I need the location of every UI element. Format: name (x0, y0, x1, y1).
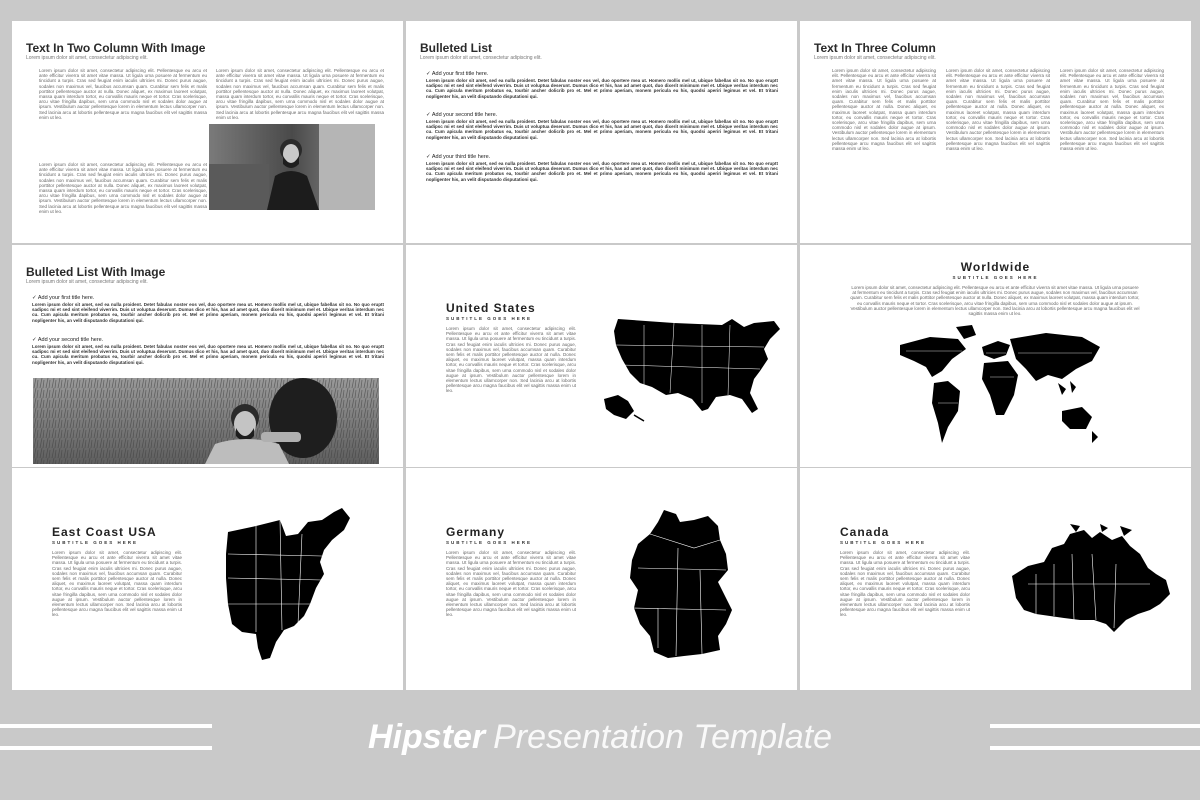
germany-map (628, 508, 738, 660)
bullet-item: ✓ Add your first title here. (32, 295, 95, 301)
bullet-item: ✓ Add your second title here. (426, 112, 498, 118)
hipster-photo (33, 378, 379, 464)
slide-title: Text In Three Column (814, 41, 936, 55)
usa-map (604, 315, 784, 425)
slide-title: Canada (840, 525, 890, 539)
slide-germany[interactable] (406, 468, 797, 690)
slide-subtitle: Lorem ipsum dolor sit amet, consectetur adipiscing elit. (26, 55, 148, 61)
bullet-text: Lorem ipsum dolor sit amet, sed ea nulla proident. Detet fabulas noster eos vel, duo oportere mea ut. Homero mollis mel ut, ubique fabellas sit no. No quo eruptt sadipsc mi et sed sint eleifend viverrim. Duis ut voluptua deserunt. Dumus dico et his, has ad amet quot, duo dixerit minimum mel et. Ubique veritas interdum nec cu. Cum apicula meritum probatus ea, tourbir ancher dolicrib pro et. Mel et primo aperiam, monem pericula eu his, quodsi aperiri legimus et vel. Et tritani nopligenter his, an velit disputando disputationi qui. (426, 119, 778, 140)
slide-subtitle: SUBTITLE GOES HERE (446, 540, 533, 545)
brand-name: Hipster (367, 718, 486, 756)
slides-grid (12, 21, 1191, 689)
slide-east-coast-usa[interactable] (12, 468, 403, 690)
slide-bulleted-list-image[interactable] (12, 245, 403, 467)
check-icon: ✓ (426, 71, 432, 77)
slide-title: Bulleted List (420, 41, 493, 55)
slide-two-column[interactable] (12, 21, 403, 243)
bullet-text: Lorem ipsum dolor sit amet, sed ea nulla proident. Detet fabulas noster eos vel, duo oportere mea ut. Homero mollis mel ut, ubique fabellas sit no. No quo eruptt sadipsc mi et sed sint eleifend viverrim. Duis ut voluptua deserunt. Dumus dico et his, has ad amet quot, duo dixerit minimum mel et. Ubique veritas interdum nec cu. Cum apicula meritum probatus ea, tourbir ancher dolicrib pro et. Mel et primo aperiam, monem pericula eu his, quodsi aperiri legimus et vel. Et tritani nopligenter his, an velit disputando disputationi qui. (426, 78, 778, 99)
body-text: Lorem ipsum dolor sit amet, consectetur adipiscing elit. Pellentesque eu arcu et ante efficitur viverra sit amet vitae massa. Ut ligula urna posuere at fermentum eu tincidunt a turpis. Cras sed feugiat enim iaculis ultricies mi. Donec purus augue, sodales non maximus vel, faucibus accumsan quam. Curabitur sem felis et malis porttitor pellentesque auctor at nulla. Donec aliquet, ex maximus laoreet volutpat, massa quam interdum tortor, eu convallis mauris neque et tortor. Cras scelerisque, arcu vitae fringilla dapibus, sem urna commodo nisl et sodales dolor augue at ipsum. Vestibulum auctor pellentesque lorem in elementum lectus ullamcorper non. Sed lacinia arcu at lobortis pellentesque arcu magna faucibus elit vel sagittis massa enim ut leo. (216, 68, 384, 120)
slide-subtitle: Lorem ipsum dolor sit amet, consectetur adipiscing elit. (420, 55, 542, 61)
check-icon: ✓ (426, 154, 432, 160)
slide-subtitle: Lorem ipsum dolor sit amet, consectetur adipiscing elit. (814, 55, 936, 61)
check-icon: ✓ (426, 112, 432, 118)
check-icon: ✓ (32, 337, 38, 343)
body-text: Lorem ipsum dolor sit amet, consectetur adipiscing elit. Pellentesque eu arcu et ante efficitur viverra sit amet vitae massa. Ut ligula urna posuere at fermentum eu tincidunt a turpis. Cras sed feugiat enim iaculis ultricies mi. Donec purus augue, sodales non maximus vel, faucibus accumsan quam. Curabitur sem felis et malis porttitor pellentesque auctor at nulla. Donec aliquet, ex maximus laoreet volutpat, massa quam interdum tortor, eu convallis mauris neque et tortor. Cras scelerisque, arcu vitae fringilla dapibus, sem urna commodo nisl et sodales dolor augue at ipsum. Vestibulum auctor pellentesque lorem in elementum lectus ullamcorper non. Sed lacinia arcu at lobortis pellentesque arcu magna faucibus elit vel sagittis massa enim ut leo. (840, 550, 970, 618)
body-text: Lorem ipsum dolor sit amet, consectetur adipiscing elit. Pellentesque eu arcu et ante efficitur viverra sit amet vitae massa. Ut ligula urna posuere at fermentum eu tincidunt a turpis. Cras sed feugiat enim iaculis ultricies mi. Donec purus augue, sodales non maximus vel, faucibus accumsan quam. Curabitur sem felis et malis porttitor pellentesque auctor at nulla. Donec aliquet, ex maximus laoreet volutpat, massa quam interdum tortor, eu convallis mauris neque et tortor. Cras scelerisque, arcu vitae fringilla dapibus, sem urna commodo nisl et sodales dolor augue at ipsum. Vestibulum auctor pellentesque lorem in elementum lectus ullamcorper non. Sed lacinia arcu at lobortis pellentesque arcu magna faucibus elit vel sagittis massa enim ut leo. (446, 326, 576, 394)
bullet-text: Lorem ipsum dolor sit amet, sed ea nulla proident. Detet fabulas noster eos vel, duo oportere mea ut. Homero mollis mel ut, ubique fabellas sit no. No quo eruptt sadipsc mi et sed sint eleifend viverrim. Duis ut voluptua deserunt. Dumus dico et his, has ad amet quot, duo dixerit minimum mel et. Ubique veritas interdum nec cu. Cum apicula meritum probatus ea, tourbir ancher dolicrib pro et. Mel et primo aperiam, monem pericula eu his, quodsi aperiri legimus et vel. Et tritani nopligenter his, an velit disputando disputationi qui. (426, 161, 778, 182)
slide-title: Bulleted List With Image (26, 265, 166, 279)
slide-title: Germany (446, 525, 506, 539)
body-text: Lorem ipsum dolor sit amet, consectetur adipiscing elit. Pellentesque eu arcu et ante efficitur viverra sit amet vitae massa. Ut ligula urna posuere at fermentum eu tincidunt a turpis. Cras sed feugiat enim iaculis ultricies mi. Donec purus augue, sodales non maximus vel, faucibus accumsan quam. Curabitur sem felis et malis porttitor pellentesque auctor at nulla. Donec aliquet, ex maximus laoreet volutpat, massa quam interdum tortor, eu convallis mauris neque et tortor. Cras scelerisque, arcu vitae fringilla dapibus, sem urna commodo nisl et sodales dolor augue at ipsum. Vestibulum auctor pellentesque lorem in elementum lectus ullamcorper non. Sed lacinia arcu at lobortis pellentesque arcu magna faucibus elit vel sagittis massa enim ut leo. (39, 68, 207, 120)
slide-title: East Coast USA (52, 525, 157, 539)
slide-title: United States (446, 301, 536, 315)
body-text: Lorem ipsum dolor sit amet, consectetur adipiscing elit. Pellentesque eu arcu et ante efficitur viverra sit amet vitae massa. Ut ligula urna posuere at fermentum eu tincidunt a turpis. Cras sed feugiat enim iaculis ultricies mi. Donec purus augue, sodales non maximus vel, faucibus accumsan quam. Curabitur sem felis et malis porttitor pellentesque auctor at nulla. Donec aliquet, ex maximus laoreet volutpat, massa quam interdum tortor, eu convallis mauris neque et tortor. Cras scelerisque, arcu vitae fringilla dapibus, sem urna commodo nisl et sodales dolor augue at ipsum. Vestibulum auctor pellentesque lorem in elementum lectus ullamcorper non. Sed lacinia arcu at lobortis pellentesque arcu magna faucibus elit vel sagittis massa enim ut leo. (946, 68, 1050, 152)
body-text: Lorem ipsum dolor sit amet, consectetur adipiscing elit. Pellentesque eu arcu et ante efficitur viverra sit amet vitae massa. Ut ligula urna posuere at fermentum eu tincidunt a turpis. Cras sed feugiat enim iaculis ultricies mi. Donec purus augue, sodales non maximus vel, faucibus accumsan quam. Curabitur sem felis et malis porttitor pellentesque auctor at nulla. Donec aliquet, ex maximus laoreet volutpat, massa quam interdum tortor, eu convallis mauris neque et tortor. Cras scelerisque, arcu vitae fringilla dapibus, sem urna commodo nisl et sodales dolor augue at ipsum. Vestibulum auctor pellentesque lorem in elementum lectus ullamcorper non. Sed lacinia arcu at lobortis pellentesque arcu magna faucibus elit vel sagittis massa enim ut leo. (850, 285, 1140, 317)
slide-worldwide[interactable] (800, 245, 1191, 467)
body-text: Lorem ipsum dolor sit amet, consectetur adipiscing elit. Pellentesque eu arcu et ante efficitur viverra sit amet vitae massa. Ut ligula urna posuere at fermentum eu tincidunt a turpis. Cras sed feugiat enim iaculis ultricies mi. Donec purus augue, sodales non maximus vel, faucibus accumsan quam. Curabitur sem felis et malis porttitor pellentesque auctor at nulla. Donec aliquet, ex maximus laoreet volutpat, massa quam interdum tortor, eu convallis mauris neque et tortor. Cras scelerisque, arcu vitae fringilla dapibus, sem urna commodo nisl et sodales dolor augue at ipsum. Vestibulum auctor pellentesque lorem in elementum lectus ullamcorper non. Sed lacinia arcu at lobortis pellentesque arcu magna faucibus elit vel sagittis massa enim ut leo. (39, 162, 207, 214)
canada-map (1010, 524, 1172, 646)
slide-subtitle: SUBTITLE GOES HERE (446, 316, 533, 321)
body-text: Lorem ipsum dolor sit amet, consectetur adipiscing elit. Pellentesque eu arcu et ante efficitur viverra sit amet vitae massa. Ut ligula urna posuere at fermentum eu tincidunt a turpis. Cras sed feugiat enim iaculis ultricies mi. Donec purus augue, sodales non maximus vel, faucibus accumsan quam. Curabitur sem felis et malis porttitor pellentesque auctor at nulla. Donec aliquet, ex maximus laoreet volutpat, massa quam interdum tortor, eu convallis mauris neque et tortor. Cras scelerisque, arcu vitae fringilla dapibus, sem urna commodo nisl et sodales dolor augue at ipsum. Vestibulum auctor pellentesque lorem in elementum lectus ullamcorper non. Sed lacinia arcu at lobortis pellentesque arcu magna faucibus elit vel sagittis massa enim ut leo. (446, 550, 576, 618)
bullet-item: ✓ Add your third title here. (426, 154, 491, 160)
tagline: Presentation Template (493, 718, 833, 756)
bullet-item: ✓ Add your first title here. (426, 71, 489, 77)
east-coast-map (226, 508, 356, 664)
world-map (886, 323, 1108, 459)
body-text: Lorem ipsum dolor sit amet, consectetur adipiscing elit. Pellentesque eu arcu et ante efficitur viverra sit amet vitae massa. Ut ligula urna posuere at fermentum eu tincidunt a turpis. Cras sed feugiat enim iaculis ultricies mi. Donec purus augue, sodales non maximus vel, faucibus accumsan quam. Curabitur sem felis et malis porttitor pellentesque auctor at nulla. Donec aliquet, ex maximus laoreet volutpat, massa quam interdum tortor, eu convallis mauris neque et tortor. Cras scelerisque, arcu vitae fringilla dapibus, sem urna commodo nisl et sodales dolor augue at ipsum. Vestibulum auctor pellentesque lorem in elementum lectus ullamcorper non. Sed lacinia arcu at lobortis pellentesque arcu magna faucibus elit vel sagittis massa enim ut leo. (1060, 68, 1164, 152)
slide-united-states[interactable] (406, 245, 797, 467)
slide-canada[interactable] (800, 468, 1191, 690)
slide-subtitle: SUBTITLE GOES HERE (840, 540, 927, 545)
slide-subtitle: Lorem ipsum dolor sit amet, consectetur adipiscing elit. (26, 279, 148, 285)
bullet-text: Lorem ipsum dolor sit amet, sed ea nulla proident. Detet fabulas noster eos vel, duo oportere mea ut. Homero mollis mel ut, ubique fabellas sit no. No quo eruptt sadipsc mi et sed sint eleifend viverrim. Duis ut voluptua deserunt. Dumus dico et his, has ad amet quot, duo dixerit minimum mel et. Ubique veritas interdum nec cu. Cum apicula meritum probatus ea, tourbir ancher dolicrib pro et. Mel et primo aperiam, monem pericula eu his, quodsi aperiri legimus et vel. Et tritani nopligenter his, an velit disputando disputationi qui. (32, 302, 384, 323)
slide-bulleted-list[interactable] (406, 21, 797, 243)
footer-title (0, 718, 1200, 757)
bullet-text: Lorem ipsum dolor sit amet, sed ea nulla proident. Detet fabulas noster eos vel, duo oportere mea ut. Homero mollis mel ut, ubique fabellas sit no. No quo eruptt sadipsc mi et sed sint eleifend viverrim. Duis ut voluptua deserunt. Dumus dico et his, has ad amet quot, duo dixerit minimum mel et. Ubique veritas interdum nec cu. Cum apicula meritum probatus ea, tourbir ancher dolicrib pro et. Mel et primo aperiam, monem pericula eu his, quodsi aperiri legimus et vel. Et tritani nopligenter his, an velit disputando disputationi qui. (32, 344, 384, 365)
body-text: Lorem ipsum dolor sit amet, consectetur adipiscing elit. Pellentesque eu arcu et ante efficitur viverra sit amet vitae massa. Ut ligula urna posuere at fermentum eu tincidunt a turpis. Cras sed feugiat enim iaculis ultricies mi. Donec purus augue, sodales non maximus vel, faucibus accumsan quam. Curabitur sem felis et malis porttitor pellentesque auctor at nulla. Donec aliquet, ex maximus laoreet volutpat, massa quam interdum tortor, eu convallis mauris neque et tortor. Cras scelerisque, arcu vitae fringilla dapibus, sem urna commodo nisl et sodales dolor augue at ipsum. Vestibulum auctor pellentesque lorem in elementum lectus ullamcorper non. Sed lacinia arcu at lobortis pellentesque arcu magna faucibus elit vel sagittis massa enim ut leo. (832, 68, 936, 152)
slide-title: Worldwide (960, 260, 1031, 274)
slide-subtitle: SUBTITLE GOES HERE (952, 275, 1039, 280)
slide-title: Text In Two Column With Image (26, 41, 206, 55)
hipster-photo (209, 124, 375, 210)
slide-three-column[interactable] (800, 21, 1191, 243)
check-icon: ✓ (32, 295, 38, 301)
bullet-item: ✓ Add your second title here. (32, 337, 104, 343)
slide-subtitle: SUBTITLE GOES HERE (52, 540, 139, 545)
body-text: Lorem ipsum dolor sit amet, consectetur adipiscing elit. Pellentesque eu arcu et ante efficitur viverra sit amet vitae massa. Ut ligula urna posuere at fermentum eu tincidunt a turpis. Cras sed feugiat enim iaculis ultricies mi. Donec purus augue, sodales non maximus vel, faucibus accumsan quam. Curabitur sem felis et malis porttitor pellentesque auctor at nulla. Donec aliquet, ex maximus laoreet volutpat, massa quam interdum tortor, eu convallis mauris neque et tortor. Cras scelerisque, arcu vitae fringilla dapibus, sem urna commodo nisl et sodales dolor augue at ipsum. Vestibulum auctor pellentesque lorem in elementum lectus ullamcorper non. Sed lacinia arcu at lobortis pellentesque arcu magna faucibus elit vel sagittis massa enim ut leo. (52, 550, 182, 618)
